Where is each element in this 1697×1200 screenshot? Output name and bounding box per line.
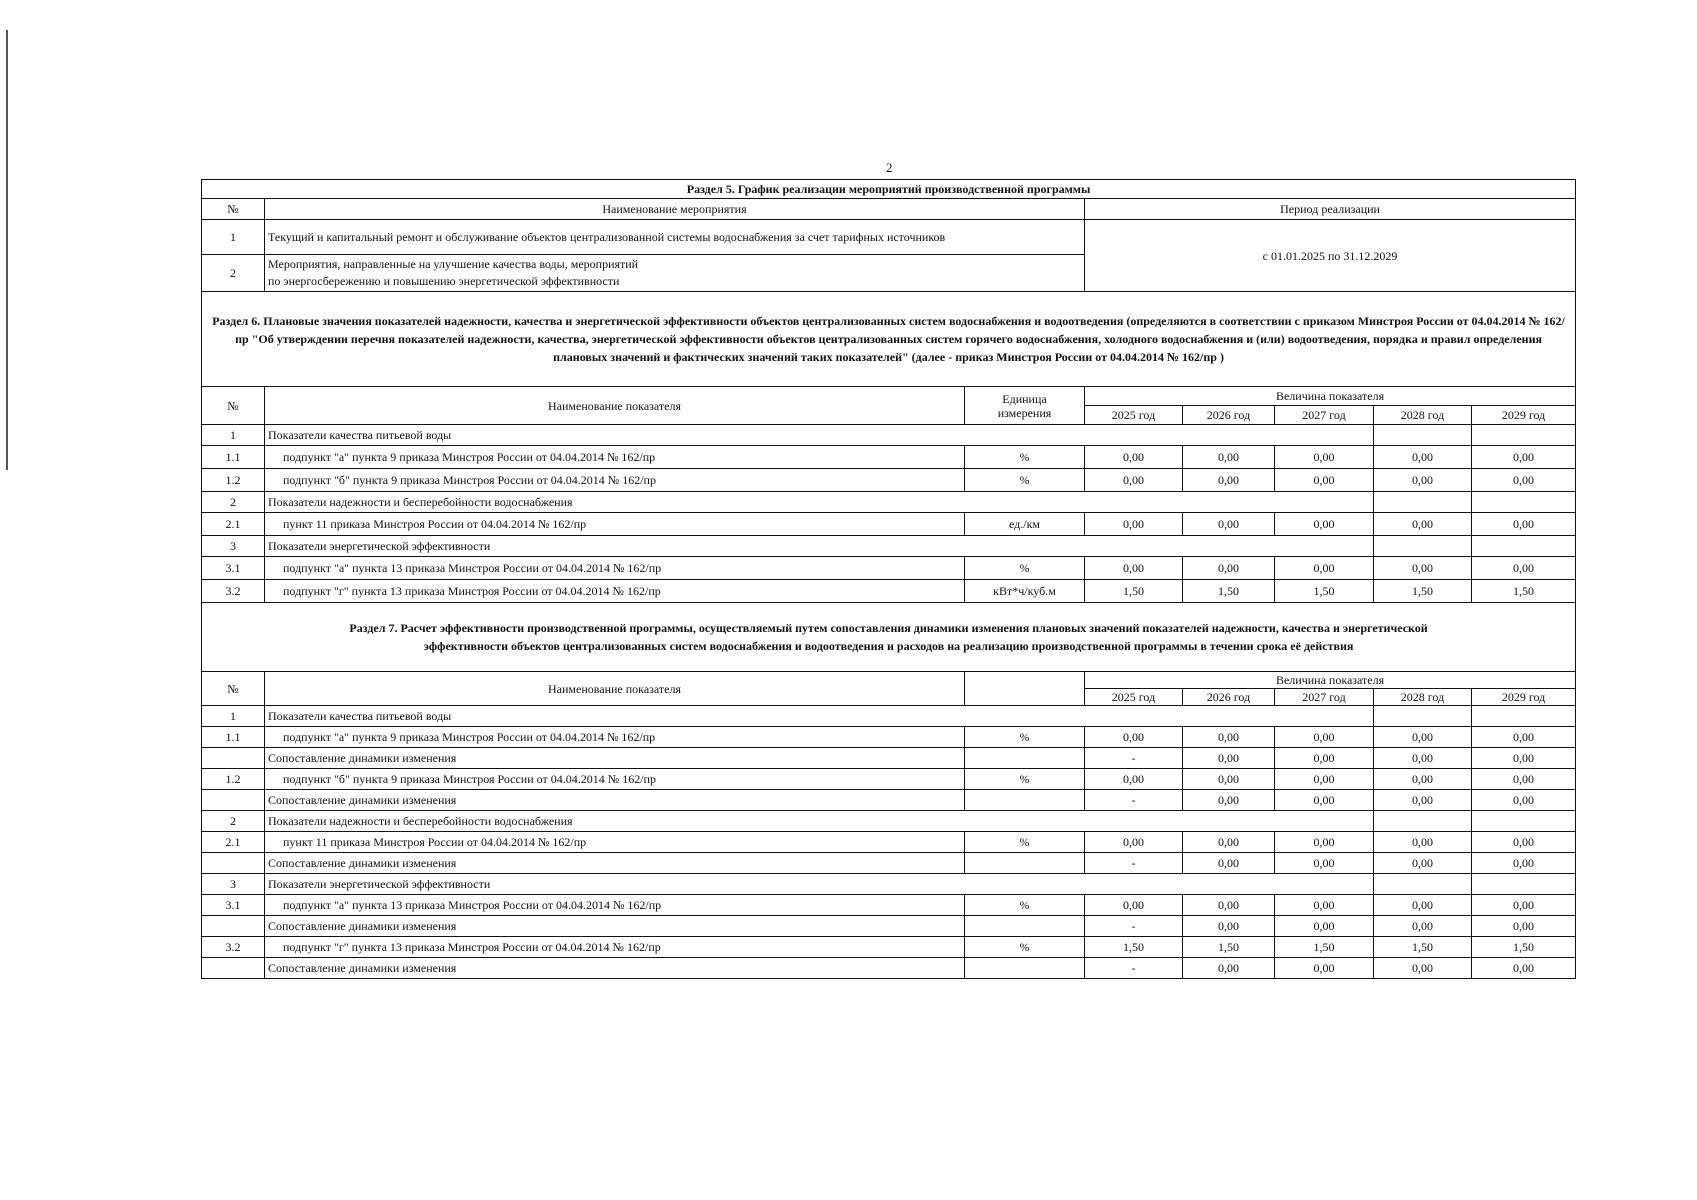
empty-cell <box>1472 874 1576 895</box>
year-value: 0,00 <box>1275 727 1374 748</box>
comparison-row <box>202 958 1576 979</box>
year-value: 1,50 <box>1085 937 1183 958</box>
indicator-name: подпункт "а" пункта 9 приказа Минстроя России от 04.04.2014 № 162/пр <box>265 446 965 469</box>
unit-value: % <box>965 446 1085 469</box>
year-value: 0,00 <box>1183 790 1275 811</box>
year-header: 2027 год <box>1275 406 1374 425</box>
year-header: 2026 год <box>1183 689 1275 706</box>
unit-header-line2: измерения <box>997 405 1052 420</box>
year-value: 0,00 <box>1085 557 1183 580</box>
indicator-group-row <box>202 811 1576 832</box>
row-no: 2.1 <box>202 832 265 853</box>
year-value: 0,00 <box>1183 513 1275 536</box>
comparison-row <box>202 748 1576 769</box>
year-header: 2026 год <box>1183 406 1275 425</box>
unit-value <box>965 853 1085 874</box>
year-value: 0,00 <box>1472 446 1576 469</box>
col-indicator-name-header: Наименование показателя <box>265 387 965 425</box>
row-no: 1 <box>202 706 265 727</box>
col-no-header: № <box>202 199 265 220</box>
year-value: 0,00 <box>1472 557 1576 580</box>
col-unit-header <box>965 387 1085 425</box>
year-value: 0,00 <box>1183 469 1275 492</box>
year-value: 1,50 <box>1472 580 1576 603</box>
year-value: 0,00 <box>1472 853 1576 874</box>
comparison-label: Сопоставление динамики изменения <box>265 958 965 979</box>
unit-value: ед./км <box>965 513 1085 536</box>
year-value: 0,00 <box>1275 769 1374 790</box>
year-header: 2028 год <box>1374 689 1472 706</box>
section7-header-row-1 <box>202 672 1576 689</box>
year-value: 0,00 <box>1275 557 1374 580</box>
empty-cell <box>1374 492 1472 513</box>
indicator-row <box>202 895 1576 916</box>
empty-cell <box>1472 811 1576 832</box>
year-value: 0,00 <box>1374 853 1472 874</box>
section5-title: Раздел 5. График реализации мероприятий производственной программы <box>202 180 1576 199</box>
year-value: 0,00 <box>1374 748 1472 769</box>
indicator-group-name: Показатели надежности и бесперебойности водоснабжения <box>265 811 1374 832</box>
year-value: 0,00 <box>1374 557 1472 580</box>
year-value: 0,00 <box>1374 916 1472 937</box>
indicator-group-name: Показатели энергетической эффективности <box>265 536 1374 557</box>
col-no-header: № <box>202 672 265 706</box>
year-value: - <box>1085 958 1183 979</box>
unit-value <box>965 790 1085 811</box>
year-header: 2028 год <box>1374 406 1472 425</box>
document-body <box>201 179 1575 979</box>
comparison-label: Сопоставление динамики изменения <box>265 748 965 769</box>
section7-title-line1: Раздел 7. Расчет эффективности производственной программы, осуществляемый путем сопоставления динамики изменения плановых значений показателей надежности, качества и энергетической <box>349 621 1428 635</box>
row-no: 2 <box>202 255 265 292</box>
event-name-line1: Мероприятия, направленные на улучшение качества воды, мероприятий <box>268 257 639 271</box>
indicator-row <box>202 557 1576 580</box>
row-no: 1 <box>202 425 265 446</box>
section6-title: Раздел 6. Плановые значения показателей надежности, качества и энергетической эффективности объектов централизованных систем водоснабжения и водоотведения (определяются в соответствии с приказом Минстроя России от 04.04.2014 № 162/пр "Об утверждении перечня показателей надежности, качества, энергетической эффективности объектов централизованных систем горячего водоснабжения, холодного водоснабжения и (или) водоотведения, порядка и правил определения плановых значений и фактических значений таких показателей" (далее - приказ Минстроя России от 04.04.2014 № 162/пр ) <box>202 292 1576 387</box>
row-no <box>202 916 265 937</box>
year-header: 2029 год <box>1472 406 1576 425</box>
indicator-name: подпункт "г" пункта 13 приказа Минстроя России от 04.04.2014 № 162/пр <box>265 580 965 603</box>
year-value: 0,00 <box>1275 748 1374 769</box>
comparison-label: Сопоставление динамики изменения <box>265 790 965 811</box>
col-indicator-name-header: Наименование показателя <box>265 672 965 706</box>
indicator-name: подпункт "а" пункта 13 приказа Минстроя России от 04.04.2014 № 162/пр <box>265 557 965 580</box>
row-no: 1.1 <box>202 727 265 748</box>
main-table <box>201 179 1576 979</box>
year-value: 0,00 <box>1472 769 1576 790</box>
row-no: 3.1 <box>202 895 265 916</box>
year-value: 0,00 <box>1085 446 1183 469</box>
year-value: 0,00 <box>1275 513 1374 536</box>
unit-value <box>965 748 1085 769</box>
row-no: 3 <box>202 536 265 557</box>
year-value: 0,00 <box>1374 790 1472 811</box>
year-value: - <box>1085 853 1183 874</box>
year-value: - <box>1085 748 1183 769</box>
col-event-name-header: Наименование мероприятия <box>265 199 1085 220</box>
indicator-row <box>202 513 1576 536</box>
year-value: 0,00 <box>1374 469 1472 492</box>
row-no: 2 <box>202 811 265 832</box>
event-name: Текущий и капитальный ремонт и обслуживание объектов централизованной системы водоснабжения за счет тарифных источников <box>265 220 1085 255</box>
indicator-group-row <box>202 425 1576 446</box>
year-value: 0,00 <box>1472 469 1576 492</box>
row-no: 1 <box>202 220 265 255</box>
indicator-row <box>202 727 1576 748</box>
unit-value: % <box>965 557 1085 580</box>
year-value: 0,00 <box>1472 958 1576 979</box>
indicator-name: пункт 11 приказа Минстроя России от 04.04.2014 № 162/пр <box>265 832 965 853</box>
indicator-name: подпункт "б" пункта 9 приказа Минстроя России от 04.04.2014 № 162/пр <box>265 769 965 790</box>
year-value: - <box>1085 790 1183 811</box>
row-no: 3.1 <box>202 557 265 580</box>
indicator-name: подпункт "б" пункта 9 приказа Минстроя России от 04.04.2014 № 162/пр <box>265 469 965 492</box>
year-value: 1,50 <box>1374 937 1472 958</box>
unit-value <box>965 916 1085 937</box>
empty-cell <box>1374 706 1472 727</box>
event-name <box>265 255 1085 292</box>
year-value: 0,00 <box>1374 513 1472 536</box>
year-value: 0,00 <box>1275 469 1374 492</box>
year-value: 0,00 <box>1085 895 1183 916</box>
indicator-name: подпункт "а" пункта 9 приказа Минстроя России от 04.04.2014 № 162/пр <box>265 727 965 748</box>
year-value: 0,00 <box>1085 727 1183 748</box>
year-value: 1,50 <box>1183 937 1275 958</box>
section5-title-row <box>202 180 1576 199</box>
indicator-group-row <box>202 874 1576 895</box>
row-no <box>202 748 265 769</box>
year-value: - <box>1085 916 1183 937</box>
row-no: 3.2 <box>202 937 265 958</box>
comparison-row <box>202 790 1576 811</box>
indicator-group-name: Показатели надежности и бесперебойности водоснабжения <box>265 492 1374 513</box>
year-value: 1,50 <box>1085 580 1183 603</box>
unit-value: % <box>965 937 1085 958</box>
year-value: 0,00 <box>1275 895 1374 916</box>
page-edge-line <box>6 30 8 470</box>
table-body <box>202 180 1576 979</box>
year-value: 0,00 <box>1085 513 1183 536</box>
row-no <box>202 853 265 874</box>
indicator-group-row <box>202 492 1576 513</box>
empty-cell <box>1374 425 1472 446</box>
year-value: 1,50 <box>1275 937 1374 958</box>
empty-cell <box>1472 425 1576 446</box>
year-value: 0,00 <box>1472 748 1576 769</box>
year-value: 0,00 <box>1374 727 1472 748</box>
unit-value: % <box>965 832 1085 853</box>
year-header: 2029 год <box>1472 689 1576 706</box>
year-value: 0,00 <box>1275 790 1374 811</box>
year-value: 0,00 <box>1374 958 1472 979</box>
empty-cell <box>1472 536 1576 557</box>
section5-row-1 <box>202 220 1576 255</box>
section7-title <box>202 603 1576 672</box>
year-value: 0,00 <box>1183 748 1275 769</box>
indicator-row <box>202 469 1576 492</box>
year-value: 0,00 <box>1183 916 1275 937</box>
year-value: 1,50 <box>1472 937 1576 958</box>
indicator-row <box>202 769 1576 790</box>
indicator-row <box>202 937 1576 958</box>
indicator-group-row <box>202 706 1576 727</box>
indicator-group-name: Показатели энергетической эффективности <box>265 874 1374 895</box>
event-name-line2: по энергосбережению и повышению энергетической эффективности <box>268 274 620 288</box>
empty-cell <box>1472 706 1576 727</box>
year-value: 0,00 <box>1183 727 1275 748</box>
unit-value: % <box>965 895 1085 916</box>
year-value: 0,00 <box>1472 727 1576 748</box>
year-value: 0,00 <box>1183 895 1275 916</box>
indicator-row <box>202 832 1576 853</box>
indicator-group-name: Показатели качества питьевой воды <box>265 706 1374 727</box>
year-value: 0,00 <box>1183 446 1275 469</box>
year-value: 0,00 <box>1275 916 1374 937</box>
year-header: 2027 год <box>1275 689 1374 706</box>
row-no: 3 <box>202 874 265 895</box>
section7-title-line2: эффективности объектов централизованных систем водоснабжения и водоотведения и расходов на реализацию производственной программы в течении срока её действия <box>423 639 1354 653</box>
row-no <box>202 790 265 811</box>
year-header: 2025 год <box>1085 689 1183 706</box>
col-unit-header-empty <box>965 672 1085 706</box>
year-value: 0,00 <box>1183 832 1275 853</box>
unit-header-line1: Единица <box>1002 391 1047 406</box>
year-value: 0,00 <box>1374 446 1472 469</box>
section6-title-row <box>202 292 1576 387</box>
col-value-header: Величина показателя <box>1085 672 1576 689</box>
year-value: 1,50 <box>1183 580 1275 603</box>
year-value: 0,00 <box>1374 895 1472 916</box>
year-header: 2025 год <box>1085 406 1183 425</box>
year-value: 0,00 <box>1085 832 1183 853</box>
col-no-header: № <box>202 387 265 425</box>
row-no: 2.1 <box>202 513 265 536</box>
year-value: 0,00 <box>1183 557 1275 580</box>
page-number: 2 <box>886 160 893 175</box>
indicator-name: подпункт "г" пункта 13 приказа Минстроя России от 04.04.2014 № 162/пр <box>265 937 965 958</box>
row-no: 3.2 <box>202 580 265 603</box>
empty-cell <box>1374 536 1472 557</box>
row-no <box>202 958 265 979</box>
year-value: 0,00 <box>1472 895 1576 916</box>
year-value: 0,00 <box>1472 790 1576 811</box>
section7-title-row <box>202 603 1576 672</box>
year-value: 0,00 <box>1275 832 1374 853</box>
indicator-group-row <box>202 536 1576 557</box>
period-value: с 01.01.2025 по 31.12.2029 <box>1085 220 1576 292</box>
indicator-name: пункт 11 приказа Минстроя России от 04.04.2014 № 162/пр <box>265 513 965 536</box>
indicator-row <box>202 580 1576 603</box>
year-value: 0,00 <box>1275 853 1374 874</box>
unit-value: % <box>965 769 1085 790</box>
section5-header-row <box>202 199 1576 220</box>
row-no: 2 <box>202 492 265 513</box>
indicator-name: подпункт "а" пункта 13 приказа Минстроя России от 04.04.2014 № 162/пр <box>265 895 965 916</box>
unit-value <box>965 958 1085 979</box>
empty-cell <box>1374 874 1472 895</box>
year-value: 0,00 <box>1472 832 1576 853</box>
year-value: 0,00 <box>1374 769 1472 790</box>
unit-value: % <box>965 727 1085 748</box>
row-no: 1.2 <box>202 469 265 492</box>
year-value: 0,00 <box>1183 769 1275 790</box>
year-value: 0,00 <box>1275 446 1374 469</box>
indicator-group-name: Показатели качества питьевой воды <box>265 425 1374 446</box>
year-value: 0,00 <box>1275 958 1374 979</box>
row-no: 1.1 <box>202 446 265 469</box>
year-value: 0,00 <box>1183 958 1275 979</box>
empty-cell <box>1472 492 1576 513</box>
year-value: 0,00 <box>1183 853 1275 874</box>
year-value: 1,50 <box>1374 580 1472 603</box>
year-value: 0,00 <box>1374 832 1472 853</box>
year-value: 0,00 <box>1085 469 1183 492</box>
comparison-label: Сопоставление динамики изменения <box>265 916 965 937</box>
year-value: 1,50 <box>1275 580 1374 603</box>
year-value: 0,00 <box>1472 916 1576 937</box>
comparison-label: Сопоставление динамики изменения <box>265 853 965 874</box>
section6-header-row-1 <box>202 387 1576 406</box>
year-value: 0,00 <box>1472 513 1576 536</box>
year-value: 0,00 <box>1085 769 1183 790</box>
comparison-row <box>202 916 1576 937</box>
empty-cell <box>1374 811 1472 832</box>
comparison-row <box>202 853 1576 874</box>
row-no: 1.2 <box>202 769 265 790</box>
col-value-header: Величина показателя <box>1085 387 1576 406</box>
unit-value: % <box>965 469 1085 492</box>
col-period-header: Период реализации <box>1085 199 1576 220</box>
indicator-row <box>202 446 1576 469</box>
unit-value: кВт*ч/куб.м <box>965 580 1085 603</box>
